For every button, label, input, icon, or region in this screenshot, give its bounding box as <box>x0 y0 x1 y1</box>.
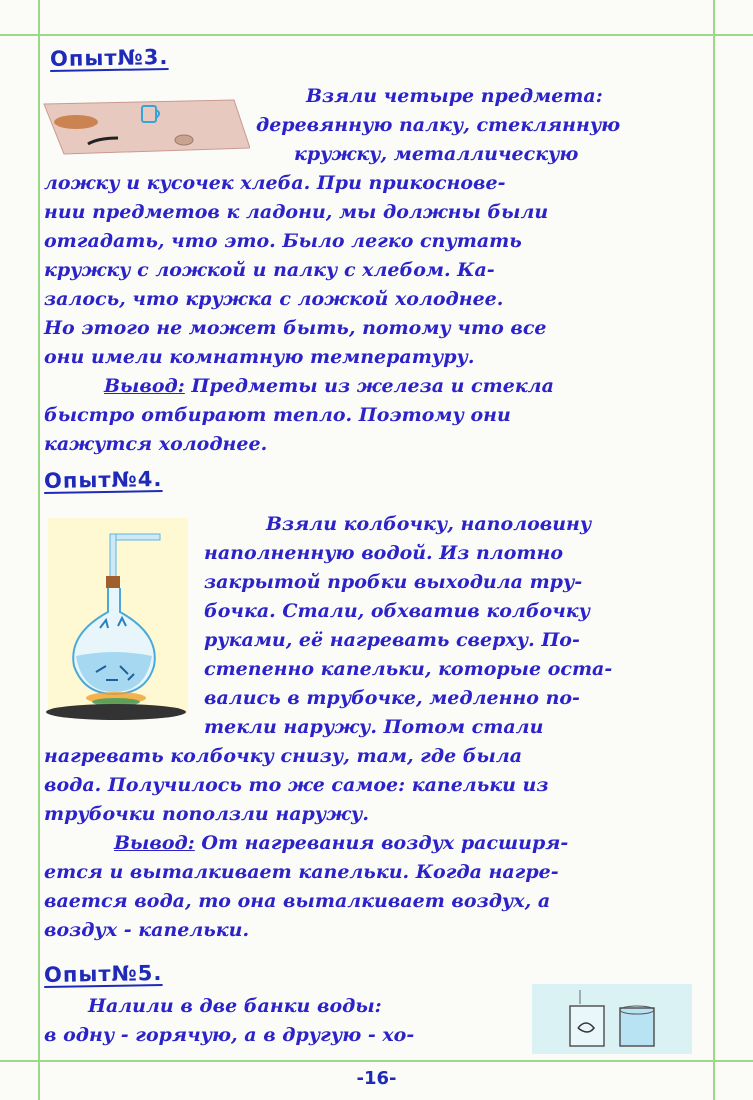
conclusion-label: Вывод: <box>114 832 195 854</box>
text-line: Но этого не может быть, потому что все <box>44 317 547 339</box>
text-line: вода. Получилось то же самое: капельки из <box>44 774 549 796</box>
text-line: кружку с ложкой и палку с хлебом. Ка- <box>44 259 495 281</box>
experiment-5-heading: Опыт№5. <box>43 960 163 988</box>
experiment-5-text <box>44 992 714 1050</box>
conclusion-text: От нагревания воздух расширя- <box>194 832 569 854</box>
text-line: нагревать колбочку снизу, там, где была <box>44 745 523 767</box>
text-line: руками, её нагревать сверху. По- <box>204 629 580 651</box>
text-line: Налили в две банки воды: <box>88 995 382 1017</box>
text-line: залось, что кружка с ложкой холоднее. <box>44 288 504 310</box>
text-line: в одну - горячую, а в другую - хо- <box>44 1024 415 1046</box>
text-line: Взяли четыре предмета: <box>306 85 603 107</box>
text-line: степенно капельки, которые оста- <box>204 658 613 680</box>
text-line: Взяли колбочку, наполовину <box>266 513 592 535</box>
text-line: нии предметов к ладони, мы должны были <box>44 201 549 223</box>
bottom-margin-line <box>0 1060 753 1062</box>
text-line: бочка. Стали, обхватив колбочку <box>204 600 591 622</box>
experiment-3-text <box>44 82 714 459</box>
text-line: вается вода, то она выталкивает воздух, а <box>44 890 551 912</box>
text-line: вались в трубочке, медленно по- <box>204 687 580 709</box>
experiment-4-heading: Опыт№4. <box>43 466 163 494</box>
text-line: трубочки поползли наружу. <box>44 803 369 825</box>
page-number: -16- <box>356 1068 397 1089</box>
text-line: кажутся холоднее. <box>44 433 268 455</box>
conclusion-line <box>44 372 714 401</box>
text-line: наполненную водой. Из плотно <box>204 542 563 564</box>
text-line: деревянную палку, стеклянную <box>256 114 621 136</box>
top-margin-line <box>0 34 753 36</box>
text-line: текли наружу. Потом стали <box>204 716 544 738</box>
conclusion-text: Предметы из железа и стекла <box>184 375 554 397</box>
text-line: ется и выталкивает капельки. Когда нагре- <box>44 861 559 883</box>
text-line: кружку, металлическую <box>294 143 579 165</box>
text-line: отгадать, что это. Было легко спутать <box>44 230 522 252</box>
text-line: ложку и кусочек хлеба. При прикоснове- <box>44 172 506 194</box>
experiment-4-text <box>44 510 714 945</box>
conclusion-line <box>44 829 714 858</box>
text-line: закрытой пробки выходила тру- <box>204 571 583 593</box>
experiment-3-heading: Опыт№3. <box>49 44 169 72</box>
text-line: воздух - капельки. <box>44 919 250 941</box>
text-line: быстро отбирают тепло. Поэтому они <box>44 404 511 426</box>
conclusion-label: Вывод: <box>104 375 185 397</box>
text-line: они имели комнатную температуру. <box>44 346 475 368</box>
